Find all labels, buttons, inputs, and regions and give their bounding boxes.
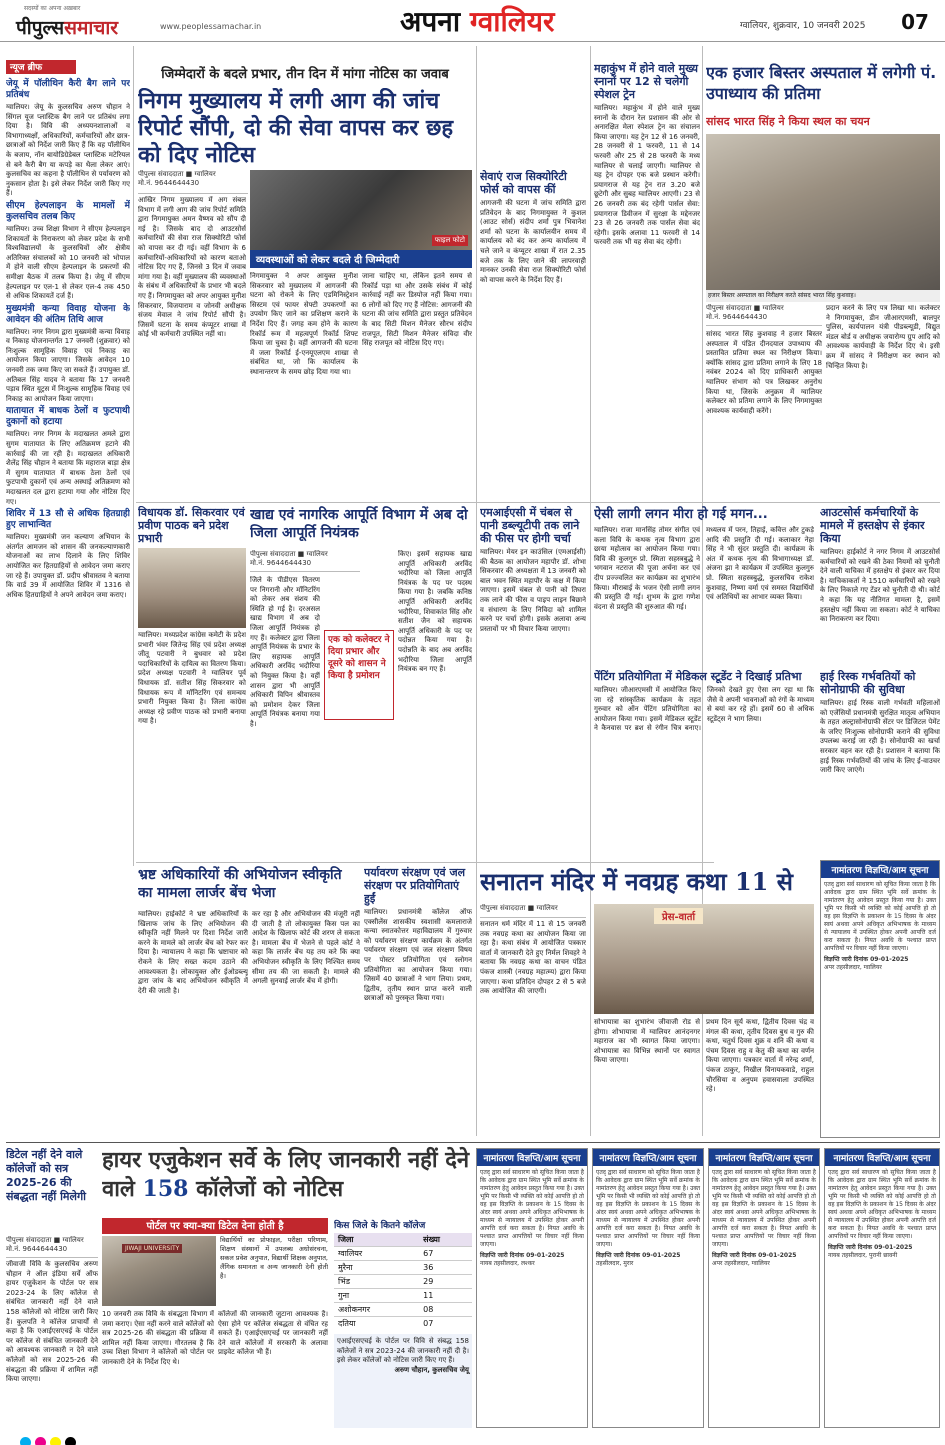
notice-date: विज्ञप्ति जारी दिनांक 09-01-2025: [596, 1252, 681, 1259]
supply-body-col2: किए। इसमें सहायक खाद्य आपूर्ति अधिकारी अरविंद भदौरिया को जिला आपूर्ति नियंत्रक के पद पर पदस्थ किया गया है। जबकि कनिष्ठ आपूर्ति अधिकारी अरविंद भदौरिया, शिवाकांत सिंह और सतीश जैन को सहायक आपूर्ति अधिकारी के पद पर पदोन्नत किया गया है। पदोन्नति के बाद अब अरविंद भदौरिया जिला आपूर्ति नियंत्रक बन गए हैं।: [398, 550, 472, 674]
notice-body: एतद् द्वारा सर्व साधारण को सूचित किया जाता है कि आवेदक द्वारा ग्राम स्थित भूमि सर्वे क्रमांक के नामांतरण हेतु आवेदन प्रस्तुत किया गया है। उक्त भूमि पर किसी भी व्यक्ति को कोई आपत्ति हो तो वह इस विज्ञप्ति के प्रकाशन के 15 दिवस के अंदर स्वयं अथवा अपने अधिकृत अभिभाषक के माध्यम से न्यायालय में उपस्थित होकर अपनी आपत्ति दर्ज करा सकता है। नियत अवधि के पश्चात प्राप्त आपत्तियों पर विचार नहीं किया जाएगा।: [828, 1169, 936, 1240]
news-brief-column: [6, 77, 130, 1137]
lead-headline: निगम मुख्यालय में लगी आग की जांच रिपोर्ट सौंपी, दो की सेवा वापस कर छह को दिए नोटिस: [138, 88, 454, 168]
lead-body-col2: निगमायुक्त ने अपर आयुक्त मुनीश सिकरवार को मुख्यालय में आगजनी की घटना को रोकने के लिए एडमिनिस्ट्रेशन सिस्टम एवं फायर सेफ्टी उपकरणों का उपयोग किए जाने का प्रशिक्षण कराने के निर्देश दिए हैं। जगह कम होने के कारण रिकॉर्ड रूम में महत्वपूर्ण रिकॉर्ड शिफ्ट किया जा चुका है। वहीं आगजनी की घटना में जला रिकॉर्ड ई-एनयूएलएम शाखा से संबंधित था, जो कि कार्यालय के स्थानान्तरण के समय छोड़ दिया गया था।: [250, 272, 358, 376]
brief-body: ग्वालियर। नगर निगम द्वारा मुख्यमंत्री कन्या विवाह व निकाह योजनान्तर्गत 17 जनवरी (शुक्रवार) को निःशुल्क सामूहिक विवाह एवं निकाह का आयोजन किया जाएगा। जिसके आवेदन 10 जनवरी तक जमा किए जा सकते हैं। उपायुक्त डॉ. अतिबल सिंह यादव ने बताया कि 17 जनवरी पड़ाव स्थित यूट्रस में निःशुल्क सामूहिक विवाह एवं निकाह का आयोजन किया जाएगा।: [6, 327, 130, 403]
university-sign: JIWAJI UNIVERSITY: [122, 1244, 182, 1253]
painting-headline: पेंटिंग प्रतियोगिता में मेडिकल स्टूडेंट ने दिखाई प्रतिभा: [594, 670, 802, 683]
pregnant-headline: हाई रिस्क गर्भवतियों को सोनोग्राफी की सुविधा: [820, 670, 916, 696]
table-row: [334, 1303, 472, 1317]
notice-heading: नामांतरण विज्ञप्ति/आम सूचना: [821, 861, 939, 878]
table-cell: 08: [419, 1303, 472, 1317]
table-row: [334, 1275, 472, 1289]
hospital-body-col1: सांसद भारत सिंह कुशवाह ने हजार बिस्तर अस्पताल में पंडित दीनदयाल उपाध्याय की प्रस्तावित प्रतिमा स्थल का निरीक्षण किया। क्योंकि सांसद द्वारा प्रतिमा लगाने के लिए 18 नवंबर 2024 को दिए प्राधिकारी आयुक्त ग्वालियर संभाग को पत्र लिखकर अनुरोध किया था, जिसके अनुक्रम में ग्वालियर कलेक्टर को प्रतिमा लगाने के लिए निगमायुक्त आवश्यक कार्यवाही करेंगे।: [706, 330, 822, 415]
table-cell: 29: [419, 1275, 472, 1289]
lead-body-col1: आखिर निगम मुख्यालय में अग संबल विभाग में लगी आग की जांच रिपोर्ट समिति द्वारा निगमायुक्त अमन वैष्णव को सौंप दी गई है। जिसके बाद दो आउटसोर्स कर्मचारियों की सेवा राज सिक्योरिटी फोर्स को वापस कर दी गई। वहीं विभाग के 6 कर्मचारियों-अधिकारियों को कारण बताओ नोटिस दिए गए हैं, जिनसे 3 दिन में जवाब मांगा गया है। वहीं मुख्यालय की व्यवस्थाओं के संबंध में अधिकारियों के प्रभार भी बदले गए हैं। निगमायुक्त को अपर आयुक्त मुनीश सिकरवार, विजयाराम व जोनवी अधीक्षक संजय मेवाल ने जांच रिपोर्ट सौंपी है। जिसमें घटना के समय कंप्यूटर शाखा में कोई भी कर्मचारी उपस्थित नहीं था।: [138, 196, 246, 339]
supply-headline: खाद्य एवं नागरिक आपूर्ति विभाग में अब दो जिला आपूर्ति नियंत्रक: [250, 507, 468, 541]
hospital-headline: एक हजार बिस्तर अस्पताल में लगेगी पं. उपाध्याय की प्रतिमा: [706, 63, 937, 103]
table-row: [334, 1261, 472, 1275]
table-header-row: [334, 1233, 472, 1247]
hospital-body-col2: प्रदान करने के लिए पत्र लिखा था। कलेक्टर ने निगमायुक्त, डीन जीआरएमसी, बालपुर पुलिस, कार्यपालन यंत्री पीडब्ल्यूडी, विद्युत मंडल बोर्ड व अधीक्षक जयारोग्य ग्रुप आदि को आवश्यक कार्यवाही के निर्देश दिए थे। इसी क्रम में सांसद ने निरीक्षण कर स्थान को चिन्हित किया है।: [826, 304, 940, 370]
section-rule: [6, 1142, 940, 1143]
page-title: अपना ग्वालियर: [400, 5, 555, 38]
colleges-headline: हायर एजुकेशन सर्वे के लिए जानकारी नहीं देने वाले 158 कॉलेजों को नोटिस: [102, 1147, 470, 1202]
print-color-bar: [0, 1433, 945, 1445]
painting-story: [594, 670, 814, 860]
lead-kicker: जिम्मेदारों के बदले प्रभार, तीन दिन में मांगा नोटिस का जवाब: [161, 67, 449, 82]
table-cell: भिंड: [334, 1275, 419, 1289]
section-rule: [136, 862, 714, 863]
news-brief-label: न्यूज ब्रीफ: [6, 60, 76, 74]
newspaper-logo[interactable]: [8, 4, 158, 40]
legal-notice: [820, 860, 940, 1138]
lagan-body-col1: ग्वालियर। राजा मानसिंह तोमर संगीत एवं कला विवि के कथक नृत्य विभाग द्वारा छाया महोत्सव का आयोजन किया गया। विवि की कुलगुरु प्रो. स्मिता सहस्त्रबुद्धे ने भगवान नटराज की पूजा अर्चना कर एवं दीप प्रज्ज्वलित कर कार्यक्रम का शुभारंभ किया। मीराबाई के भजन ऐसी लागी लगन की प्रस्तुति दी गई। शुभम के द्वारा गणेश वंदना से प्रस्तुति की शुरुआत की गई।: [594, 526, 700, 611]
environment-story: [364, 866, 472, 1138]
environment-body: ग्वालियर। प्रधानमंत्री कॉलेज ऑफ एक्सीलेंस शासकीय स्वशासी कमलाराजे कन्या स्नातकोत्तर महाविद्यालय में गुरुवार को पर्यावरण संरक्षण कार्यक्रम के अंतर्गत पर्यावरण संरक्षण एवं जल संरक्षण विषय पर पोस्टर प्रतियोगिता एवं स्लोगन प्रतियोगिता का आयोजन किया गया। जिसमें 40 छात्राओं ने भाग लिया। प्रथम, द्वितीय, तृतीय स्थान प्राप्त करने वाली छात्राओं को पुरस्कृत किया गया।: [364, 908, 472, 1003]
table-cell: गुना: [334, 1289, 419, 1303]
legal-notice: [476, 1148, 588, 1428]
column-rule: [590, 46, 591, 1136]
outsource-body: ग्वालियर। हाईकोर्ट ने नगर निगम में आउटसोर्स कर्मचारियों को रखने की ठेका नियमों को चुनौती देने वाली याचिका में हस्तक्षेप से इंकार कर दिया है। याचिकाकर्ता ने 1510 कर्मचारियों को रखने के लिए निकाले गए टेंडर को चुनौती दी थी। कोर्ट ने कहा कि यह नीतिगत मामला है, इसमें हस्तक्षेप नहीं किया जा सकता। कोर्ट ने याचिका का निराकरण कर दिया।: [820, 548, 940, 624]
lagan-headline: ऐसी लागी लगन मीरा हो गई मगन...: [594, 507, 768, 522]
brand-name: पीपुल्ससमाचार: [16, 17, 119, 39]
press-banner: प्रेस-वार्ता: [654, 908, 703, 924]
hospital-subhead: सांसद भारत सिंह ने किया स्थल का चयन: [706, 115, 870, 128]
prosecution-body-col2: कर रहा है और अभियोजन की मंजूरी नहीं दी जाती है तो लोकायुक्त किस पल का आदेश के खिलाफ कोर्ट की शरण ले सकता है। मामला बेंच में भेजने से पहले कोर्ट ने कहा कि लार्जर बेंच यह तय करे कि क्या अभियोजन स्वीकृति के लिए निश्चित समय सीमा तय की जा सकती है। मामले की अगली सुनवाई लार्जर बेंच में होगी।: [252, 910, 360, 986]
table-header: जिला: [334, 1233, 419, 1247]
hospital-photo: [706, 134, 940, 290]
legal-notice: [592, 1148, 704, 1428]
hospital-byline: पीपुल्स संवाददाता ■ ग्वालियर मो.नं. 9644644430: [706, 304, 822, 326]
sikarwar-body: ग्वालियर। मध्यप्रदेश कांग्रेस कमेटी के प्रदेश प्रभारी भंवर जितेन्द्र सिंह एवं प्रदेश अध्यक्ष जीतू पटवारी ने बुधवार को प्रदेश पदाधिकारियों के दायित्व का वितरण किया। प्रदेश अध्यक्ष पटवारी ने ग्वालियर पूर्व विधायक डॉ. सतीश सिंह सिकरवार को विधायक रूप में मॉनिटरिंग एवं समन्वय प्रभारी नियुक्त किया है। जिला कांग्रेस अध्यक्ष रहे प्रवीण पाठक को प्रभारी बनाया गया है।: [138, 631, 246, 726]
notice-heading: नामांतरण विज्ञप्ति/आम सूचना: [477, 1149, 587, 1166]
hospital-photo-caption: हजार बिस्तर अस्पताल का निरीक्षण करते सांसद भारत सिंह कुशवाह।: [706, 290, 940, 302]
temple-headline: सनातन मंदिर में नवग्रह कथा 11 से: [480, 867, 793, 896]
press-conference-photo: [594, 904, 814, 1014]
black-mark: [65, 1437, 76, 1445]
notice-heading: नामांतरण विज्ञप्ति/आम सूचना: [709, 1149, 819, 1166]
mic-body: ग्वालियर। मेयर इन काउंसिल (एमआईसी) की बैठक का आयोजन महापौर डॉ. शोभा सिकरवार की अध्यक्षता में 13 जनवरी को बाल भवन स्थित महापौर के कक्ष में किया जाएगा। इसमें चंबल से पानी को तिघरा तक लाने की फीस व पाइप लाइन बिछाने व संधारण के लिए निविदा को शामिल करने पर चर्चा होगी। इसके अलावा अन्य प्रस्तावों पर भी विचार किया जाएगा।: [480, 548, 586, 633]
lagan-body-col2: मध्यलय में परन, तिहाई, कवित्त और टुकड़े आदि की प्रस्तुति दी गई। कलाकार नेहा सिंह ने भी सुंदर प्रस्तुति दी। कार्यक्रम के अंत में कथक नृत्य की विभागाध्यक्ष डॉ. अंजना झा ने कार्यक्रम में उपस्थित कुलगुरु प्रो. स्मिता सहस्त्रबुद्धे, कुलसचिव राकेश कुशवाह, निष्णा वर्मा एवं समस्त विद्यार्थियों एवं अतिथियों का आभार व्यक्त किया।: [706, 526, 814, 602]
brief-item: [6, 201, 130, 302]
notice-issuer: तहसीलदार, मुरार: [596, 1260, 634, 1267]
prosecution-headline: भ्रष्ट अधिकारियों की अभियोजन स्वीकृति का मामला लार्जर बेंच भेजा: [138, 867, 342, 901]
brief-body: ग्वालियर। नगर निगम के मदाखलत अमले द्वारा सुगम यातायात के लिए अतिक्रमण हटाने की कार्रवाई की जा रही है। मदाखलत अधिकारी शैलेंद्र सिंह चौहान ने बताया कि महाराज बाड़ा क्षेत्र में सुगम यातायात में बाधक ठेला ठेलों एवं फुटपाथी दुकानों एवं अन्य अस्थाई अतिक्रमण को मदाखलत दल द्वारा हटाया गया और नोटिस दिए गए।: [6, 430, 130, 506]
pregnant-story: [820, 670, 940, 856]
college-count-table: [334, 1218, 472, 1330]
notice-body: एतद् द्वारा सर्व साधारण को सूचित किया जाता है कि आवेदक द्वारा ग्राम स्थित भूमि सर्वे क्रमांक के नामांतरण हेतु आवेदन प्रस्तुत किया गया है। उक्त भूमि पर किसी भी व्यक्ति को कोई आपत्ति हो तो वह इस विज्ञप्ति के प्रकाशन के 15 दिवस के अंदर स्वयं अथवा अपने अधिकृत अभिभाषक के माध्यम से न्यायालय में उपस्थित होकर अपनी आपत्ति दर्ज करा सकता है। नियत अवधि के पश्चात प्राप्त आपत्तियों पर विचार नहीं किया जाएगा।: [596, 1169, 700, 1248]
temple-body-col2: सोभायात्रा का शुभारंभ जीवाजी रोड से होगा। शोभायात्रा में ग्वालियर आनंदनगर महाराज का भी स्वागत किया जाएगा। शोभायात्रा का विभिन्न स्थानों पर स्वागत किया जाएगा।: [594, 1018, 700, 1065]
brief-headline: यातायात में बाधक ठेलों व फुटपाथी दुकानों को हटाया: [6, 406, 130, 428]
table-cell: 36: [419, 1261, 472, 1275]
notice-issuer: नायब तहसीलदार, लश्कर: [480, 1260, 535, 1267]
mic-story: [480, 506, 586, 852]
district-table: [334, 1233, 472, 1330]
pregnant-body: ग्वालियर। हाई रिस्क वाली गर्भवती महिलाओं को एजेंसियों प्रधानमंत्री सुरक्षित मातृत्व अभियान के तहत अल्ट्रासोनोग्राफी सेंटर पर डिजिटल पेमेंट के जरिए निःशुल्क सोनोग्राफी कराने की सुविधा उपलब्ध कराई जा रही है। सोनोग्राफी का खर्चा सरकार वहन कर रही है। प्रशासन ने बताया कि हाई रिस्क गर्भवतियों की जांच के लिए ई-वाउचर जारी किए जाएंगे।: [820, 699, 940, 775]
security-story: [480, 170, 586, 498]
brief-item: [6, 79, 130, 199]
painting-body: ग्वालियर। जीआरएमसी में आयोजित किए जा रहे सांस्कृतिक कार्यक्रम के तहत गुरुवार को ऑन पेंटिंग प्रतियोगिता का आयोजन किया गया। इसमें मेडिकल स्टूडेंट ने कैनवास पर ब्रश से रंगीन चित्र बनाए। जिनको देखते हुए ऐसा लग रहा था कि जैसे वे अपनी भावनाओं को रंगों के माध्यम से बयां कर रहे हों। इसमें 60 से अधिक स्टूडेंट्स ने भाग लिया।: [594, 686, 814, 733]
fire-photo: [250, 170, 472, 250]
supply-pullquote: एक को कलेक्टर ने दिया प्रभार और दूसरे को शासन ने किया है प्रमोशन: [324, 630, 394, 720]
kumbh-body: ग्वालियर। महाकुंभ में होने वाले मुख्य स्नानों के दौरान रेल प्रशासन की ओर से अनारक्षित मेला स्पेशल ट्रेन का संचालन किया जाएगा। यह ट्रेन 12 से 16 जनवरी, 28 जनवरी से 1 फरवरी, 11 से 14 फरवरी और 25 से 28 फरवरी के मध्य ग्वालियर से चलाई जाएगी। ग्वालियर से यह ट्रेन दोपहर एक बजे प्रस्थान करेगी। प्रयागराज से यह ट्रेन रात 3.20 बजे छूटेगी और सुबह ग्वालियर आएगी। 23 से 26 जनवरी तक बंद रहेगी पार्सल सेवा: प्रयागराज डिवीजन में सुरक्षा के मद्देनजर 23 से 26 जनवरी तक पार्सल सेवा बंद रहेगी। इसके अलावा 11 फरवरी से 14 फरवरी तक भी यह सेवा बंद रहेगी।: [594, 104, 700, 247]
lead-body-col3: जाना चाहिए था, लेकिन इतने समय से रिकॉर्ड पड़ा था और उसके संबंध में कोई कार्रवाई नहीं कर डिस्पोज नहीं किया गया। 6 लोगों को दिए गए हैं नोटिस: आगजनी की घटना की जांच समिति द्वारा प्रस्तुत प्रतिवेदन के बाद सिटी मिशन मैनेजर सौरभ संदीप राजपूत, सिटी मिशन मैनेजर संविदा वीर सिंह राजपूत को नोटिस दिए गए।: [362, 272, 472, 348]
table-cell: मुरैना: [334, 1261, 419, 1275]
table-cell: 07: [419, 1317, 472, 1331]
magenta-mark: [35, 1437, 46, 1445]
notice-heading: नामांतरण विज्ञप्ति/आम सूचना: [825, 1149, 939, 1166]
brief-item: [6, 406, 130, 507]
brief-body: ग्वालियर। मुख्यमंत्री जन कल्याण अभियान के अंतर्गत आमजन को शासन की जनकल्याणकारी योजनाओं का लाभ दिलाने के लिए शिविर आयोजित कर हितग्राहियों से आवेदन जमा कराए जा रहे हैं। उपायुक्त डॉ. प्रदीप श्रीवास्तव ने बताया कि वार्ड 39 में आयोजित शिविर में 1316 से अधिक हितग्राहियों ने अपने आवेदन जमा कराए।: [6, 533, 130, 599]
notice-date: विज्ञप्ति जारी दिनांक 09-01-2025: [480, 1252, 565, 1259]
notice-date: विज्ञप्ति जारी दिनांक 09-01-2025: [824, 956, 909, 963]
temple-byline: पीपुल्स संवाददाता ■ ग्वालियर: [480, 904, 586, 918]
section-rule: [136, 502, 940, 503]
table-cell: 11: [419, 1289, 472, 1303]
brief-item: [6, 509, 130, 600]
dateline: ग्वालियर, शुक्रवार, 10 जनवरी 2025: [740, 21, 866, 31]
masthead: [0, 0, 945, 42]
column-rule: [476, 46, 477, 1136]
temple-body-col3: प्रथम दिन सूर्य कथा, द्वितीय दिवस चंद्र व मंगल की कथा, तृतीय दिवस बुध व गुरु की कथा, चतुर्थ दिवस शुक्र व शनि की कथा व पंचम दिवस राहु व केतु की कथा का वर्णन किया जाएगा। पत्रकार वार्ता में नरेन्द्र शर्मा, पंकज ठाकुर, निखील विनायकवाडे, राहुल चौरसिया व अनुपम हवासवाला उपस्थित रहे।: [706, 1018, 814, 1094]
environment-headline: पर्यावरण संरक्षण एवं जल संरक्षण पर प्रतियोगिताएं हुईं: [364, 866, 466, 905]
table-cell: ग्वालियर: [334, 1247, 419, 1261]
brief-body: ग्वालियर। उच्च शिक्षा विभाग ने सीएम हेल्पलाइन शिकायतों के निराकरण को लेकर प्रदेश के सभी विश्वविद्यालयों के कुलसचिवों और क्षेत्रीय अतिरिक्त संचालकों को 10 जनवरी को भोपाल में होने वाली सीएम हेल्पलाइन के प्रकरणों की समीक्षा बैठक में तलब किया है। जेयू में सीएम हेल्पलाइन पर एल-1 से लेकर एल-4 तक 450 से अधिक शिकायतें दर्ज हैं।: [6, 224, 130, 301]
brief-item: [6, 304, 130, 405]
notice-body: एतद् द्वारा सर्व साधारण को सूचित किया जाता है कि आवेदक द्वारा ग्राम स्थित भूमि सर्वे क्रमांक के नामांतरण हेतु आवेदन प्रस्तुत किया गया है। उक्त भूमि पर किसी भी व्यक्ति को कोई आपत्ति हो तो वह इस विज्ञप्ति के प्रकाशन के 15 दिवस के अंदर स्वयं अथवा अपने अधिकृत अभिभाषक के माध्यम से न्यायालय में उपस्थित होकर अपनी आपत्ति दर्ज करा सकता है। नियत अवधि के पश्चात प्राप्त आपत्तियों पर विचार नहीं किया जाएगा।: [824, 881, 936, 952]
colleges-byline: पीपुल्स संवाददाता ■ ग्वालियर मो.नं. 9644644430: [6, 1236, 98, 1258]
legal-notice: [824, 1148, 940, 1428]
photo-tag: फाइल फोटो: [432, 235, 468, 246]
portal-details: विद्यार्थियों का प्रोफाइल, परीक्षा परिणाम, शिक्षण संस्थानों में उपलब्ध अधोसंरचना, सकल प्रवेश अनुपात, विद्यार्थी शिक्षक अनुपात, लैंगिक समानता व अन्य जानकारी देनी होती है।: [220, 1236, 328, 1280]
brand-tagline: सदस्यों का अपना अख़बार: [24, 5, 81, 12]
colleges-signoff: अरुण चौहान, कुलसचिव जेयू: [394, 1365, 469, 1374]
table-row: [334, 1289, 472, 1303]
table-cell: अशोकनगर: [334, 1303, 419, 1317]
page-number: 07: [901, 10, 929, 34]
security-body: आगजनी की घटना में जांच समिति द्वारा प्रतिवेदन के बाद निगमायुक्त ने कुशल (आउट सोर्स) संदीप शर्मा पुत्र भिवानेश शर्मा को घटना के कार्यालयीन समय में कार्यालय को बंद कर अन्य कार्यालय में चले जाने व कंप्यूटर शाखा में रात 2.35 बजे तक के लिए जाने की लापरवाही मानकर उनकी सेवा राज सिक्योरिटी फोर्स को वापस करने के निर्देश दिए हैं।: [480, 199, 586, 284]
brief-headline: मुख्यमंत्री कन्या विवाह योजना के आवेदन की अंतिम तिथि आज: [6, 303, 130, 325]
kumbh-story: [594, 62, 700, 498]
colleges-side-headline: डिटेल नहीं देने वाले कॉलेजों को सत्र 2025-26 की संबद्धता नहीं मिलेगी: [6, 1148, 87, 1203]
cyan-mark: [20, 1437, 31, 1445]
website-url[interactable]: www.peoplessamachar.in: [160, 22, 262, 31]
notice-body: एतद् द्वारा सर्व साधारण को सूचित किया जाता है कि आवेदक द्वारा ग्राम स्थित भूमि सर्वे क्रमांक के नामांतरण हेतु आवेदन प्रस्तुत किया गया है। उक्त भूमि पर किसी भी व्यक्ति को कोई आपत्ति हो तो वह इस विज्ञप्ति के प्रकाशन के 15 दिवस के अंदर स्वयं अथवा अपने अधिकृत अभिभाषक के माध्यम से न्यायालय में उपस्थित होकर अपनी आपत्ति दर्ज करा सकता है। नियत अवधि के पश्चात प्राप्त आपत्तियों पर विचार नहीं किया जाएगा।: [480, 1169, 584, 1248]
lead-byline: पीपुल्स संवाददाता ■ ग्वालियर मो.नं. 9644644430: [138, 170, 248, 194]
brief-headline: शिविर में 13 सौ से अधिक हितग्राही हुए लाभान्वित: [6, 509, 130, 531]
leaders-portrait: [138, 548, 246, 628]
brief-headline: जेयू में पॉलीथिन कैरी बैग लाने पर प्रतिबंध: [6, 79, 130, 100]
brief-body: ग्वालियर। जेयू के कुलसचिव अरुण चौहान ने सिंगल यूज प्लास्टिक बैग लाने पर प्रतिबंध लगा दिया है। विवि की अध्ययनशालाओं व विभागाध्यक्षों, अधिकारियों, कर्मचारियों और छात्र-छात्राओं को निर्देश जारी किए हैं कि वह पॉलीथिन के बजाय, नॉन बायोडिग्रेडेबल प्लास्टिक मटेरियल से बने कैरी बैग या कपड़े का थैला लेकर आएं। कुलसचिव का कहना है पॉलीथिन से पर्यावरण को नुकसान होता है। इसे लेकर निर्देश जारी किए गए हैं।: [6, 103, 130, 198]
notice-issuer: अपर तहसीलदार, ग्वालियर: [712, 1260, 770, 1267]
colleges-note-box: [334, 1334, 472, 1428]
portal-heading: पोर्टल पर क्या-क्या डिटेल देना होती है: [102, 1218, 328, 1234]
notice-date: विज्ञप्ति जारी दिनांक 09-01-2025: [828, 1244, 913, 1251]
outsource-headline: आउटसोर्स कर्मचारियों के मामले में हस्तक्षेप से इंकार किया: [820, 506, 925, 545]
table-cell: दतिया: [334, 1317, 419, 1331]
table-row: [334, 1247, 472, 1261]
sikarwar-headline: विधायक डॉ. सिकरवार एवं प्रवीण पाठक बने प्रदेश प्रभारी: [138, 506, 245, 545]
table-cell: 67: [419, 1247, 472, 1261]
notice-date: विज्ञप्ति जारी दिनांक 09-01-2025: [712, 1252, 797, 1259]
notice-body: एतद् द्वारा सर्व साधारण को सूचित किया जाता है कि आवेदक द्वारा ग्राम स्थित भूमि सर्वे क्रमांक के नामांतरण हेतु आवेदन प्रस्तुत किया गया है। उक्त भूमि पर किसी भी व्यक्ति को कोई आपत्ति हो तो वह इस विज्ञप्ति के प्रकाशन के 15 दिवस के अंदर स्वयं अथवा अपने अधिकृत अभिभाषक के माध्यम से न्यायालय में उपस्थित होकर अपनी आपत्ति दर्ज करा सकता है। नियत अवधि के पश्चात प्राप्त आपत्तियों पर विचार नहीं किया जाएगा।: [712, 1169, 816, 1248]
photo-caption: व्यवस्थाओं को लेकर बदले दी जिम्मेदारी: [250, 250, 472, 268]
legal-notice: [708, 1148, 820, 1428]
university-photo: [102, 1236, 216, 1306]
kumbh-headline: महाकुंभ में होने वाले मुख्य स्नानों पर 12 से चलेगी स्पेशल ट्रेन: [594, 62, 698, 101]
supply-byline: पीपुल्स संवाददाता ■ ग्वालियर मो.नं. 9644644430: [250, 550, 360, 572]
temple-body-col1: सनातन धर्म मंदिर में 11 से 15 जनवरी तक नवग्रह कथा का आयोजन किया जा रहा है। कथा संबंध में आयोजित पत्रकार वार्ता में जानकारी देते हुए निर्मल शिवहरे ने बताया कि नवग्रह कथा का वाचन पंडित पंकज शास्त्री (नवग्रह महात्म्य) द्वारा किया जाएगा। कथा प्रतिदिन दोपहर 2 से 5 बजे तक आयोजित की जाएगी।: [480, 920, 586, 996]
colleges-body-col1: जीवाजी विवि के कुलसचिव अरुण चौहान ने ऑल इंडिया सर्वे ऑफ हायर एजुकेशन के पोर्टल पर सत्र 2023-24 के लिए कॉलेज से संबंधित जानकारी नहीं देने वाले 158 कॉलेजों को नोटिस जारी किए हैं। कुलपति ने कॉलेज प्राचार्यों से कहा है कि एआईएसएचई के पोर्टल पर कॉलेज से संबंधित जानकारी देने को आवश्यक जानकारी न देने वाले कॉलेजों को सत्र 2025-26 की संबद्धता की प्रक्रिया में शामिल नहीं किया जाएगा।: [6, 1260, 98, 1384]
colleges-body-col3: कॉलेजों की जानकारी जुटाना आवश्यक है। ऐसा होने पर कॉलेज संबद्धता से वंचित रह सकते हैं। एआईएसएचई पर जानकारी नहीं देने वाले कॉलेजों में सरकारी के अलावा प्राइवेट कॉलेज भी हैं।: [218, 1310, 328, 1357]
notice-heading: नामांतरण विज्ञप्ति/आम सूचना: [593, 1149, 703, 1166]
colleges-note: एआईएसएचई के पोर्टल पर विवि से संबद्ध 158 कॉलेजों ने सत्र 2023-24 की जानकारी नहीं दी है। इसे लेकर कॉलेजों को नोटिस जारी किए गए हैं।: [337, 1337, 469, 1365]
sikarwar-story: [138, 506, 246, 866]
column-rule: [133, 46, 134, 866]
brief-headline: सीएम हेल्पलाइन के मामलों में कुलसचिव तलब किए: [6, 200, 130, 222]
supply-body-col1: जिले के पीडीएस वितरण पर निगरानी और मॉनिटरिंग को लेकर अब संशय की स्थिति हो गई है। दरअसल खाद्य विभाग में अब दो जिला आपूर्ति नियंत्रक हो गए हैं। कलेक्टर द्वारा जिला आपूर्ति नियंत्रक के प्रभार के लिए सहायक आपूर्ति अधिकारी अरविंद भदौरिया को नियुक्त किया है। वहीं शासन द्वारा भी आपूर्ति अधिकारी विपिन श्रीवास्तव को प्रमोशन देकर जिला आपूर्ति नियंत्रक बनाया गया है।: [250, 576, 320, 728]
table-row: [334, 1317, 472, 1331]
table-title: किस जिले के कितने कॉलेज: [334, 1221, 426, 1231]
prosecution-body-col1: ग्वालियर। हाईकोर्ट ने भ्रष्ट अधिकारियों के खिलाफ जांच के लिए अभियोजन की स्वीकृति नहीं मिलने पर दिशा निर्देश जारी करने के मामले को लार्जर बेंच को रेफर कर दिया है। न्यायालय ने कहा कि भ्रष्टाचार को रोकने के लिए सख्त कदम उठाने की आवश्यकता है। लोकायुक्त और ईओडब्ल्यू द्वारा जांच के बाद अभियोजन स्वीकृति में देरी की जाती है।: [138, 910, 248, 995]
colleges-body-col2: 10 जनवरी तक विवि के संबद्धता विभाग में जमा कराए। ऐसा नहीं करने वाले कॉलेजों को सत्र 2025-26 की संबद्धता की प्रक्रिया में शामिल नहीं किया जाएगा। गौरतलब है कि उच्च शिक्षा विभाग ने कॉलेजों को पोर्टल पर जानकारी देने के निर्देश दिए थे।: [102, 1310, 214, 1366]
yellow-mark: [50, 1437, 61, 1445]
notice-issuer: अपर तहसीलदार, ग्वालियर: [824, 964, 882, 971]
notice-issuer: नायब तहसीलदार, पुरानी छावनी: [828, 1252, 898, 1259]
security-headline: सेवाएं राज सिक्योरिटी फोर्स को वापस कीं: [480, 170, 567, 196]
mic-headline: एमआईएसी में चंबल से पानी डब्ल्यूटीपी तक लाने की फीस पर होगी चर्चा: [480, 506, 580, 545]
table-header: संख्या: [419, 1233, 472, 1247]
outsource-story: [820, 506, 940, 666]
